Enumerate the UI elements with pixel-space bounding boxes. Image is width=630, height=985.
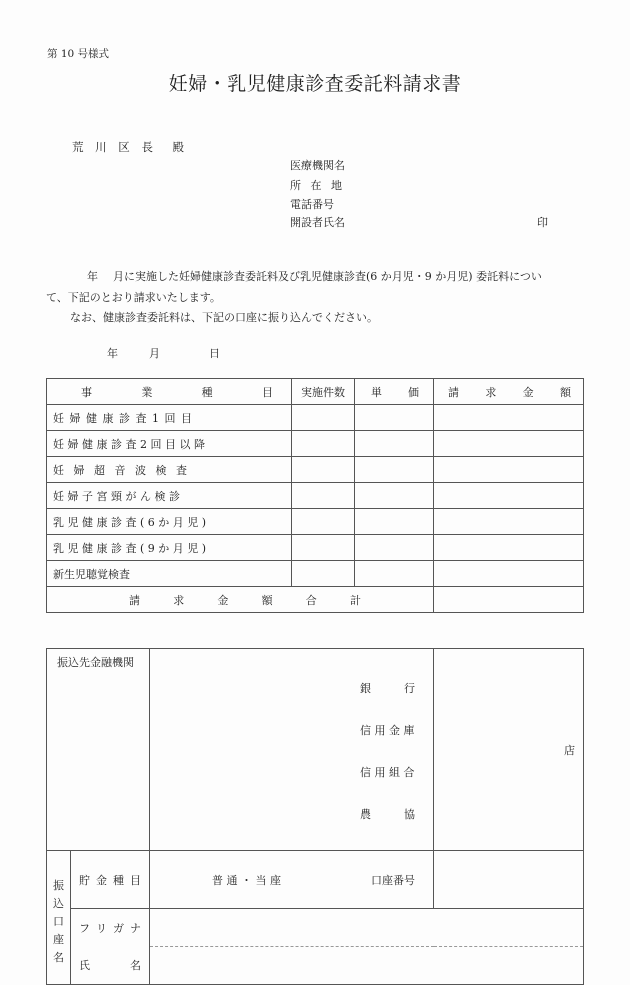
branch-label: 店 [564,743,575,757]
deposit-type-row [47,851,584,909]
side-char: 振 [53,878,64,892]
address-label: 所 在 地 [290,179,345,192]
count-cell[interactable] [292,535,355,561]
account-number-cell[interactable] [434,851,584,909]
facility-name-label: 医療機関名 [290,159,345,172]
institution-name-cell[interactable] [150,649,434,851]
seal-mark: 印 [537,216,548,229]
unit-price-cell[interactable] [355,535,434,561]
total-char: 計 [349,593,361,607]
amount-cell[interactable] [434,457,584,483]
amount-cell[interactable] [434,405,584,431]
label-char: 氏 [79,959,90,973]
header-char: 事 [81,385,92,399]
label-char: リ [96,921,107,935]
amount-cell[interactable] [434,483,584,509]
item-label: 乳 児 健 康 診 査 ( 6 か 月 児 ) [47,509,292,535]
header-char: 額 [559,385,571,399]
count-cell[interactable] [292,561,355,587]
header-char: 単 [371,385,382,399]
table-row [47,483,584,509]
unit-price-cell[interactable] [355,483,434,509]
account-name-side-label [47,851,71,985]
count-cell[interactable] [292,509,355,535]
body-line-1: 月に実施した妊婦健康診査委託料及び乳児健康診査(6 か月児・9 か月児) 委託料につい [113,270,542,283]
table-row [47,431,584,457]
amount-cell[interactable] [434,509,584,535]
table-row [47,509,584,535]
date-month: 月 [149,347,160,360]
item-label: 妊 婦 超 音 波 検 査 [47,457,292,483]
page-title: 妊婦・乳児健康診査委託料請求書 [168,73,462,95]
table-row [47,561,584,587]
header-item [47,379,292,405]
label-char: フ [79,921,90,935]
bank-table [46,648,584,985]
unit-price-cell[interactable] [355,561,434,587]
account-number-label: 口座番号 [371,873,415,887]
institution-type: 信 用 組 合 [360,766,415,779]
name-row [47,947,584,985]
count-cell[interactable] [292,405,355,431]
addressee: 荒 川 区 長 殿 [72,140,188,154]
institution-label: 振込先金融機関 [47,649,150,851]
total-label [47,587,434,613]
total-char: 額 [261,593,273,607]
label-char: 種 [113,873,124,887]
body-line-3: なお、健康診査委託料は、下記の口座に振り込んでください。 [70,311,378,324]
header-amount [434,379,584,405]
deposit-type-cell[interactable] [150,851,434,909]
amount-cell[interactable] [434,561,584,587]
side-char: 口 [53,914,64,928]
furigana-label [71,909,150,947]
form-number: 第 10 号様式 [47,48,110,60]
count-cell[interactable] [292,483,355,509]
item-label: 乳 児 健 康 診 査 ( 9 か 月 児 ) [47,535,292,561]
label-char: 名 [130,959,141,973]
institution-type: 銀 行 [360,682,415,695]
body-year: 年 [87,270,98,283]
name-label [71,947,150,985]
body-line-2: て、下記のとおり請求いたします。 [46,291,221,304]
unit-price-cell[interactable] [355,457,434,483]
item-label: 妊 婦 子 宮 頸 が ん 検 診 [47,483,292,509]
furigana-input[interactable] [150,909,584,947]
unit-price-cell[interactable] [355,405,434,431]
total-char: 金 [217,593,229,607]
total-char: 合 [305,593,317,607]
date-year: 年 [107,347,118,360]
item-label: 新生児聴覚検査 [47,561,292,587]
header-char: 金 [522,385,534,399]
side-char: 座 [53,932,64,946]
table-row [47,535,584,561]
header-char: 業 [141,385,153,399]
founder-label: 開設者氏名 [290,216,345,229]
deposit-type-label [71,851,150,909]
institution-type: 信 用 金 庫 [360,724,415,737]
institution-types [360,654,433,850]
branch-cell[interactable] [434,649,584,851]
item-label: 妊 婦 健 康 診 査 2 回 目 以 降 [47,431,292,457]
item-label: 妊 婦 健 康 診 査 1 回 目 [47,405,292,431]
billing-header-row [47,379,584,405]
header-char: 請 [448,385,459,399]
count-cell[interactable] [292,457,355,483]
total-char: 求 [173,593,185,607]
header-count: 実施件数 [292,379,355,405]
label-char: ガ [113,921,124,935]
header-char: 目 [261,385,273,399]
label-char: ナ [130,921,141,935]
unit-price-cell[interactable] [355,431,434,457]
total-amount-cell[interactable] [434,587,584,613]
total-char: 請 [129,593,140,607]
amount-cell[interactable] [434,535,584,561]
furigana-row [47,909,584,947]
label-char: 目 [130,873,141,887]
side-char: 名 [53,950,64,964]
total-row [47,587,584,613]
count-cell[interactable] [292,431,355,457]
side-char: 込 [53,896,64,910]
amount-cell[interactable] [434,431,584,457]
unit-price-cell[interactable] [355,509,434,535]
header-char: 価 [408,385,419,399]
label-char: 金 [96,873,107,887]
institution-row [47,649,584,851]
phone-label: 電話番号 [290,198,334,211]
table-row [47,405,584,431]
institution-type: 農 協 [360,808,415,821]
header-char: 求 [485,385,497,399]
header-unit-price [355,379,434,405]
date-day: 日 [209,347,220,360]
table-row [47,457,584,483]
deposit-options[interactable]: 普 通 ・ 当 座 [212,873,281,887]
account-holder-input[interactable] [150,947,584,985]
header-char: 種 [201,385,213,399]
label-char: 貯 [79,873,90,887]
billing-table [46,378,584,613]
